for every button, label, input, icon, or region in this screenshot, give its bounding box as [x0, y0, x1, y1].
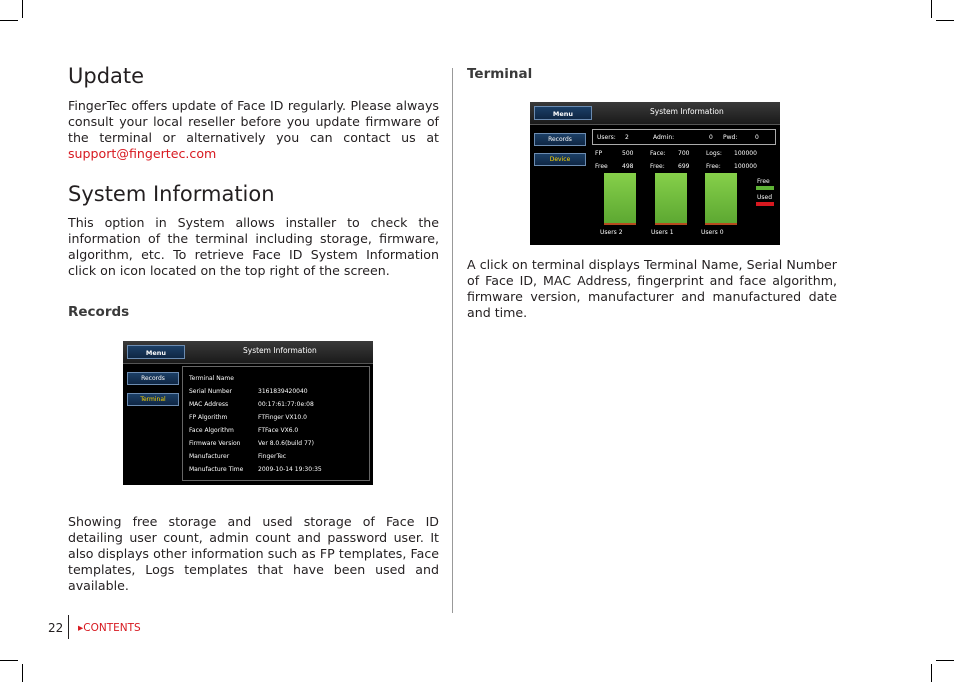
storage-bar [705, 173, 737, 225]
bar-label: Users 0 [701, 229, 724, 236]
info-label: FP Algorithm [189, 414, 228, 421]
screen-title: System Information [243, 346, 317, 355]
update-heading: Update [68, 64, 145, 88]
contents-label: CONTENTS [83, 622, 141, 634]
free-fp-label: Free [595, 163, 608, 170]
records-button[interactable]: Records [534, 133, 586, 146]
face-value: 700 [678, 150, 690, 157]
crop-mark [0, 20, 18, 21]
free-face-label: Free: [650, 163, 665, 170]
info-label: Manufacturer [189, 453, 230, 460]
update-paragraph [68, 98, 439, 162]
storage-bar [655, 173, 687, 225]
info-label: Face Algorithm [189, 427, 234, 434]
system-information-heading: System Information [68, 182, 275, 206]
info-value: FTFinger VX10.0 [258, 414, 307, 421]
info-label: Terminal Name [189, 375, 234, 382]
info-label: Manufacture Time [189, 466, 244, 473]
fp-value: 500 [622, 150, 634, 157]
screen-topbar [123, 341, 373, 364]
crop-mark [22, 664, 23, 682]
crop-mark [936, 660, 954, 661]
face-label: Face: [650, 150, 666, 157]
chevron-right-icon: ▸ [78, 622, 84, 634]
admin-value: 0 [709, 134, 713, 141]
info-value: FingerTec [258, 453, 287, 460]
menu-button[interactable]: Menu [127, 345, 185, 359]
pwd-label: Pwd: [723, 134, 738, 141]
free-fp-value: 498 [622, 163, 634, 170]
menu-button[interactable]: Menu [534, 106, 592, 120]
page-number: 22 [48, 621, 64, 635]
crop-mark [931, 0, 932, 18]
free-logs-value: 100000 [734, 163, 757, 170]
bar-free-fill [705, 173, 737, 223]
pwd-value: 0 [755, 134, 759, 141]
terminal-button[interactable]: Terminal [127, 393, 179, 406]
user-counts-panel [592, 129, 776, 145]
terminal-info-screenshot [123, 341, 373, 485]
logs-label: Logs: [706, 150, 722, 157]
bar-used-fill [655, 223, 687, 225]
legend-free-swatch [756, 186, 774, 190]
bar-free-fill [604, 173, 636, 223]
records-button[interactable]: Records [127, 372, 179, 385]
terminal-paragraph: A click on terminal displays Terminal Name, Serial Number of Face ID, MAC Address, fingerprint and face algorithm, firmware version, manufacturer and manufactured date and time. [467, 257, 837, 320]
info-value: 2009-10-14 19:30:35 [258, 466, 322, 473]
records-screenshot [530, 102, 780, 245]
free-face-value: 699 [678, 163, 690, 170]
legend-used-swatch [756, 202, 774, 206]
bar-label: Users 1 [651, 229, 674, 236]
info-label: Firmware Version [189, 440, 241, 447]
legend-used-label: Used [757, 194, 773, 201]
support-email-link[interactable]: support@fingertec.com [68, 146, 217, 161]
screen-title: System Information [650, 107, 724, 116]
users-value: 2 [625, 134, 629, 141]
info-value: FTFace VX6.0 [258, 427, 299, 434]
storage-bar [604, 173, 636, 225]
crop-mark [931, 664, 932, 682]
screen-topbar [530, 102, 780, 125]
records-heading: Records [68, 304, 130, 320]
device-button[interactable]: Device [534, 153, 586, 166]
fp-label: FP [595, 150, 603, 157]
crop-mark [22, 0, 23, 18]
bar-label: Users 2 [600, 229, 623, 236]
column-divider [452, 68, 453, 613]
bar-used-fill [604, 223, 636, 225]
system-information-paragraph: This option in System allows installer to check the information of the terminal including storage, firmware, algorithm, etc. To retrieve Face ID System Information click on icon located on the top right of the screen. [68, 215, 439, 278]
footer-divider [68, 615, 69, 639]
update-body: FingerTec offers update of Face ID regularly. Please always consult your local reseller before you update firmware of the terminal or alternatively you can contact us at [68, 98, 439, 145]
crop-mark [0, 660, 18, 661]
free-logs-label: Free: [706, 163, 721, 170]
admin-label: Admin: [653, 134, 675, 141]
legend-free-label: Free [757, 178, 770, 185]
logs-value: 100000 [734, 150, 757, 157]
info-label: Serial Number [189, 388, 232, 395]
info-value: Ver 8.0.6(build 77) [258, 440, 314, 447]
crop-mark [936, 20, 954, 21]
info-value: 00:17:61:77:0e:08 [258, 401, 314, 408]
records-paragraph: Showing free storage and used storage of Face ID detailing user count, admin count and password user. It also displays other information such as FP templates, Face templates, Logs templates that have been used and available. [68, 514, 439, 593]
terminal-heading: Terminal [467, 66, 533, 82]
users-label: Users: [597, 134, 616, 141]
bar-used-fill [705, 223, 737, 225]
info-value: 3161839420040 [258, 388, 308, 395]
terminal-info-panel [182, 366, 370, 481]
info-label: MAC Address [189, 401, 229, 408]
contents-link[interactable] [78, 622, 141, 634]
bar-free-fill [655, 173, 687, 223]
